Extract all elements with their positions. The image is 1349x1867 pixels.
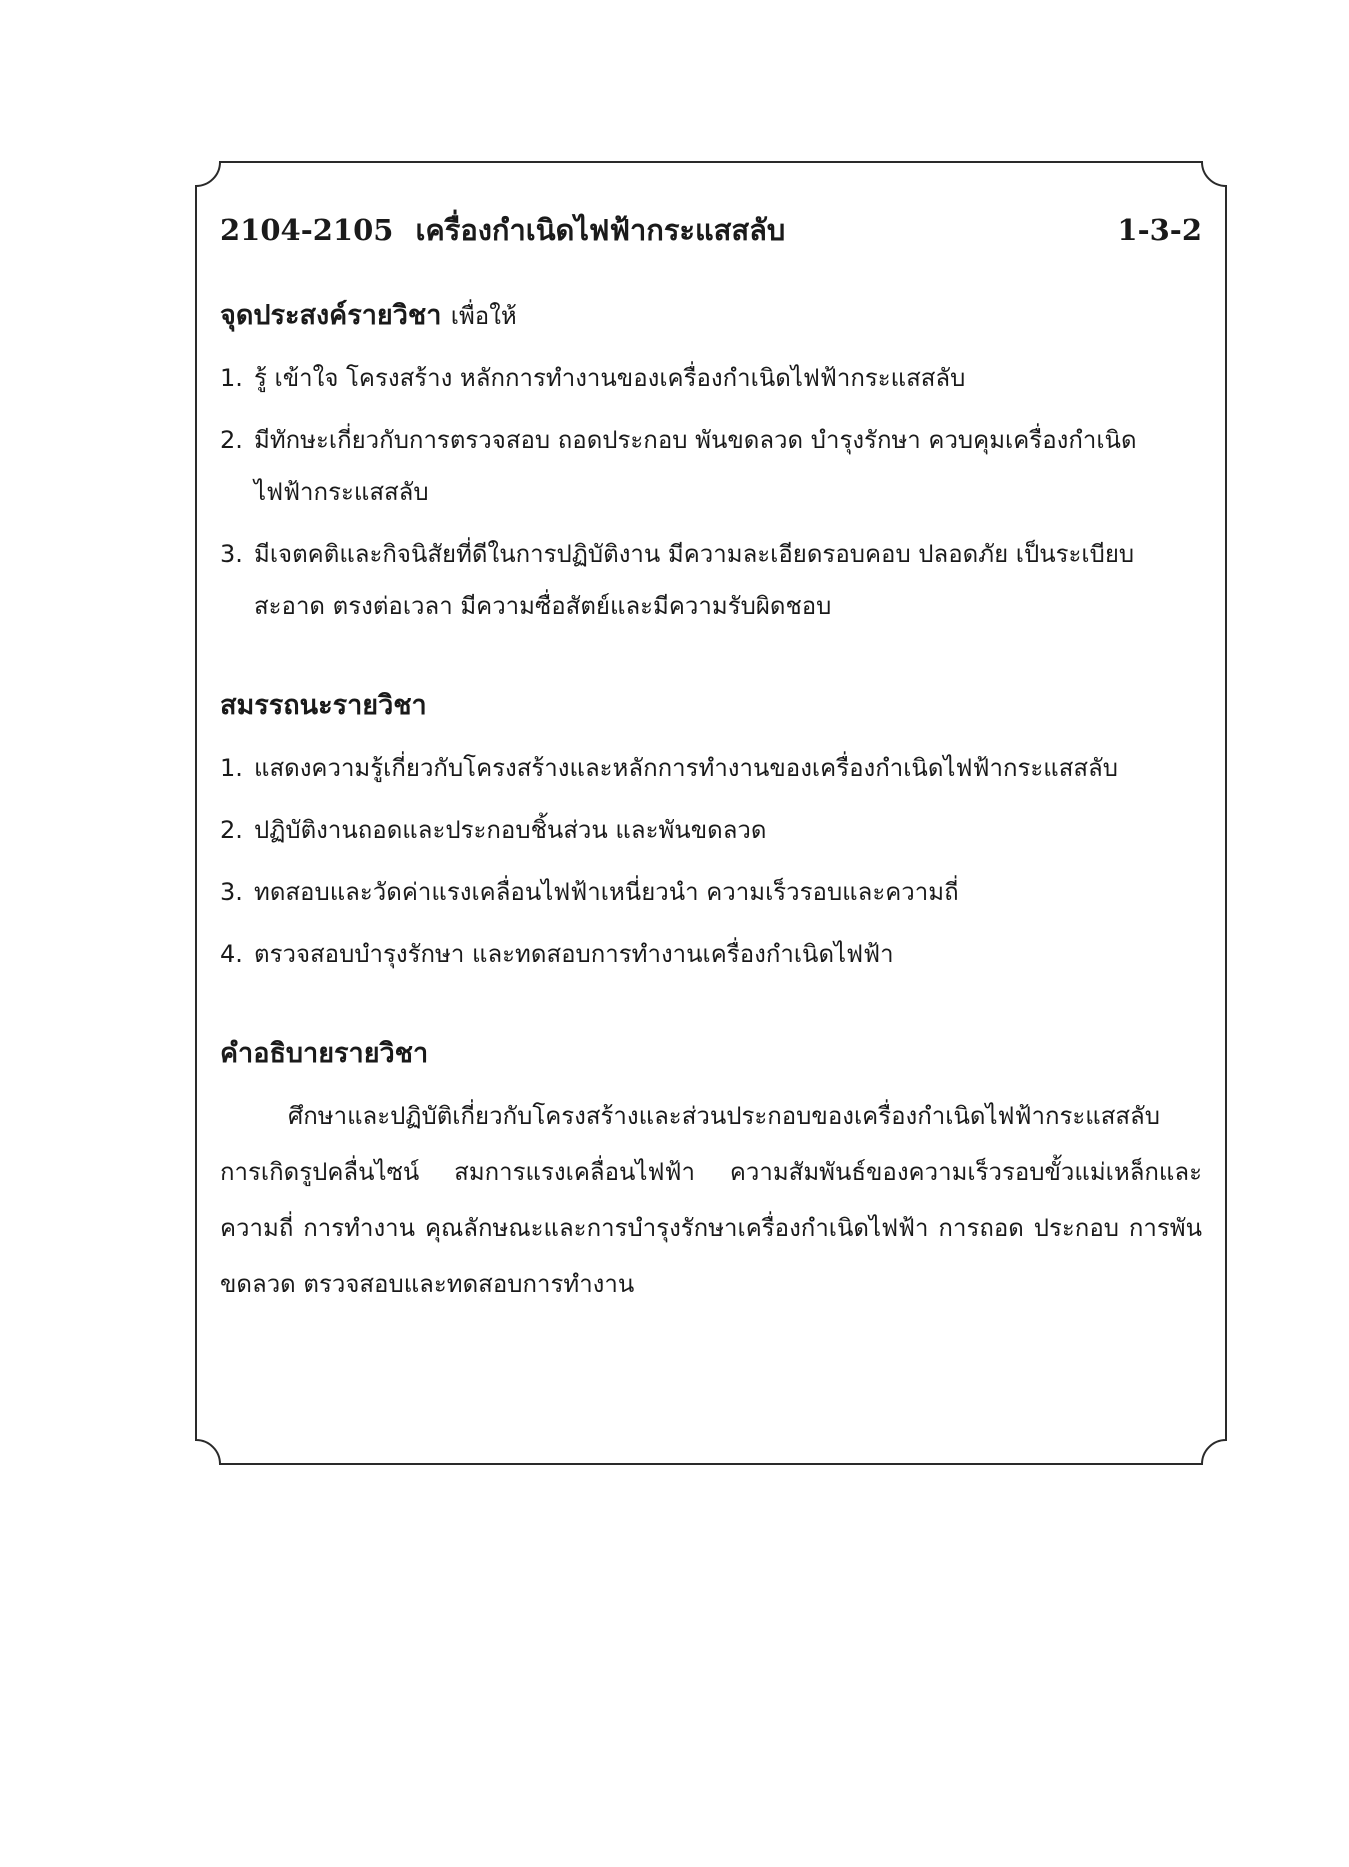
course-content: [220, 200, 1202, 1312]
course-title: [220, 200, 785, 260]
list-item: 4. ตรวจสอบบำรุงรักษา และทดสอบการทำงานเครื่องกำเนิดไฟฟ้า: [220, 940, 894, 968]
list-item: 2. มีทักษะเกี่ยวกับการตรวจสอบ ถอดประกอบ พันขดลวด บำรุงรักษา ควบคุมเครื่องกำเนิดไฟฟ้ากระแสสลับ: [220, 426, 1137, 506]
competencies-heading: สมรรถนะรายวิชา: [220, 690, 427, 721]
competencies-list: [220, 742, 1202, 980]
course-credits: 1-3-2: [1117, 213, 1202, 247]
list-item: 2. ปฏิบัติงานถอดและประกอบชิ้นส่วน และพันขดลวด: [220, 816, 767, 844]
description-text: ศึกษาและปฏิบัติเกี่ยวกับโครงสร้างและส่วนประกอบของเครื่องกำเนิดไฟฟ้ากระแสสลับ การเกิดรูปคลื่นไซน์ สมการแรงเคลื่อนไฟฟ้า ความสัมพันธ์ของความเร็วรอบขั้วแม่เหล็กและความถี่ การทำงาน คุณลักษณะและการบำรุงรักษาเครื่องกำเนิดไฟฟ้า การถอด ประกอบ การพันขดลวด ตรวจสอบและทดสอบการทำงาน: [220, 1102, 1202, 1298]
list-item: 1. แสดงความรู้เกี่ยวกับโครงสร้างและหลักการทำงานของเครื่องกำเนิดไฟฟ้ากระแสสลับ: [220, 754, 1118, 782]
objectives-list: [220, 352, 1202, 632]
list-item: 1. รู้ เข้าใจ โครงสร้าง หลักการทำงานของเครื่องกำเนิดไฟฟ้ากระแสสลับ: [220, 364, 966, 392]
course-name: เครื่องกำเนิดไฟฟ้ากระแสสลับ: [415, 213, 786, 247]
objectives-heading: จุดประสงค์รายวิชา เพื่อให้: [220, 300, 517, 331]
description-heading: คำอธิบายรายวิชา: [220, 1038, 429, 1069]
course-code: 2104-2105: [220, 213, 394, 247]
objectives-heading-suffix: เพื่อให้: [450, 302, 517, 330]
list-item: 3. มีเจตคติและกิจนิสัยที่ดีในการปฏิบัติงาน มีความละเอียดรอบคอบ ปลอดภัย เป็นระเบียบ สะอาด ตรงต่อเวลา มีความซื่อสัตย์และมีความรับผิดชอบ: [220, 540, 1135, 620]
course-title-row: [220, 200, 1202, 260]
list-item: 3. ทดสอบและวัดค่าแรงเคลื่อนไฟฟ้าเหนี่ยวนำ ความเร็วรอบและความถี่: [220, 878, 959, 906]
